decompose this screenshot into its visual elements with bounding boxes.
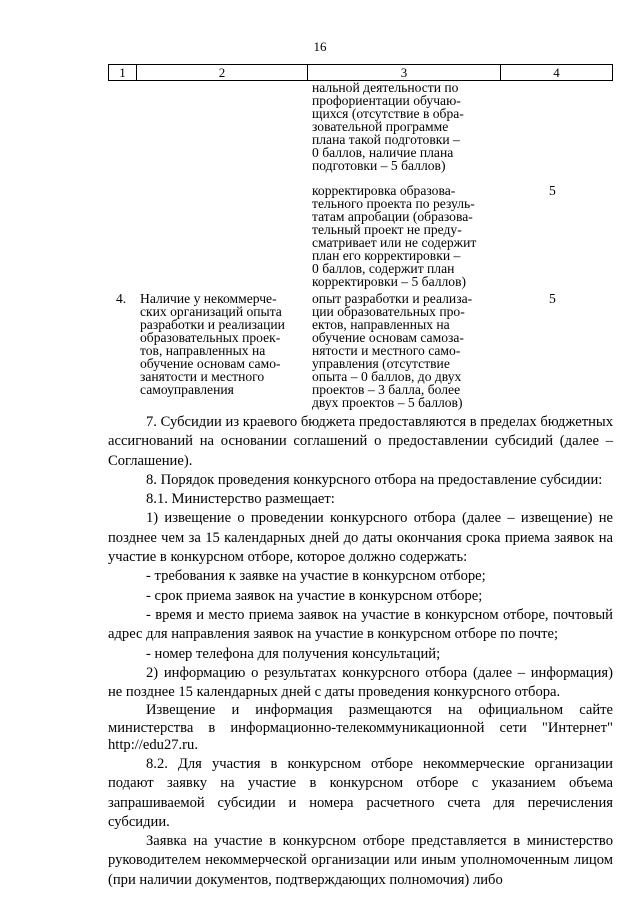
page-number: 16 xyxy=(313,39,327,54)
indicator-name: Наличие у некоммерче- ских организаций опыта разработки и реализации образовательных проек- тов, направленных на обучение основам само- занятости и местного самоуправления xyxy=(140,291,285,397)
paragraph: 8. Порядок проведения конкурсного отбора на предоставление субсидии: xyxy=(146,471,603,488)
column-header-2: 2 xyxy=(137,65,308,80)
table-header-row xyxy=(108,64,613,81)
paragraph: 8.2. Для участия в конкурсном отборе некоммерческие организации подают заявку на участие в конкурсном отборе с указанием объема запрашиваемой субсидии и номера расчетного счета для перечисления субсидии. xyxy=(108,755,613,830)
list-item: - время и место приема заявок на участие в конкурсном отборе, почтовый адрес для направления заявок на участие в конкурсном отборе по почте; xyxy=(108,606,613,643)
column-header-1: 1 xyxy=(109,65,137,80)
criterion-text: опыт разработки и реализа- ции образовательных про- ектов, направленных на обучение основам самоза- нятости и местного само- управления (отсутствие опыта – 0 баллов, до двух проектов – 3 балла, более двух проектов – 5 баллов) xyxy=(312,291,473,410)
row-number: 4. xyxy=(116,291,127,306)
list-item: - номер телефона для получения консультаций; xyxy=(146,645,441,662)
paragraph: 1) извещение о проведении конкурсного отбора (далее – извещение) не позднее чем за 15 календарных дней до даты окончания срока приема заявок на участие в конкурсном отборе, которое должно содержать: xyxy=(108,510,613,566)
criterion-continuation: нальной деятельности по профориентации обучаю- щихся (отсутствие в обра- зовательной программе плана такой подготовки – 0 баллов, наличие плана подготовки – 5 баллов) xyxy=(312,80,464,173)
criterion-text: корректировка образова- тельного проекта по резуль- татам апробации (образова- тельный проект не преду- сматривает или не содержит план его корректировки – 0 баллов, содержит план корректировки – 5 баллов) xyxy=(312,183,477,289)
criterion-score: 5 xyxy=(549,291,556,306)
column-header-4: 4 xyxy=(553,65,560,80)
criterion-score: 5 xyxy=(549,183,556,198)
paragraph: 2) информацию о результатах конкурсного отбора (далее – информация) не позднее 15 календарных дней с даты проведения конкурсного отбора. xyxy=(108,664,613,701)
paragraph: Извещение и информация размещаются на официальном сайте министерства в информационно-телекоммуникационной сети "Интернет" http://edu27.ru. xyxy=(108,702,613,754)
list-item: - требования к заявке на участие в конкурсном отборе; xyxy=(146,568,486,585)
body-text xyxy=(108,413,613,890)
list-item: - срок приема заявок на участие в конкурсном отборе; xyxy=(146,587,483,604)
column-header-3: 3 xyxy=(308,65,501,80)
paragraph: 8.1. Министерство размещает: xyxy=(146,491,335,508)
paragraph: Заявка на участие в конкурсном отборе представляется в министерство руководителем некоммерческой организации или иным уполномоченным лицом (при наличии документов, подтверждающих полномочия) либо xyxy=(108,833,613,888)
paragraph: 7. Субсидии из краевого бюджета предоставляются в пределах бюджетных ассигнований на основании соглашений о предоставлении субсидий (далее – Соглашение). xyxy=(108,414,613,469)
